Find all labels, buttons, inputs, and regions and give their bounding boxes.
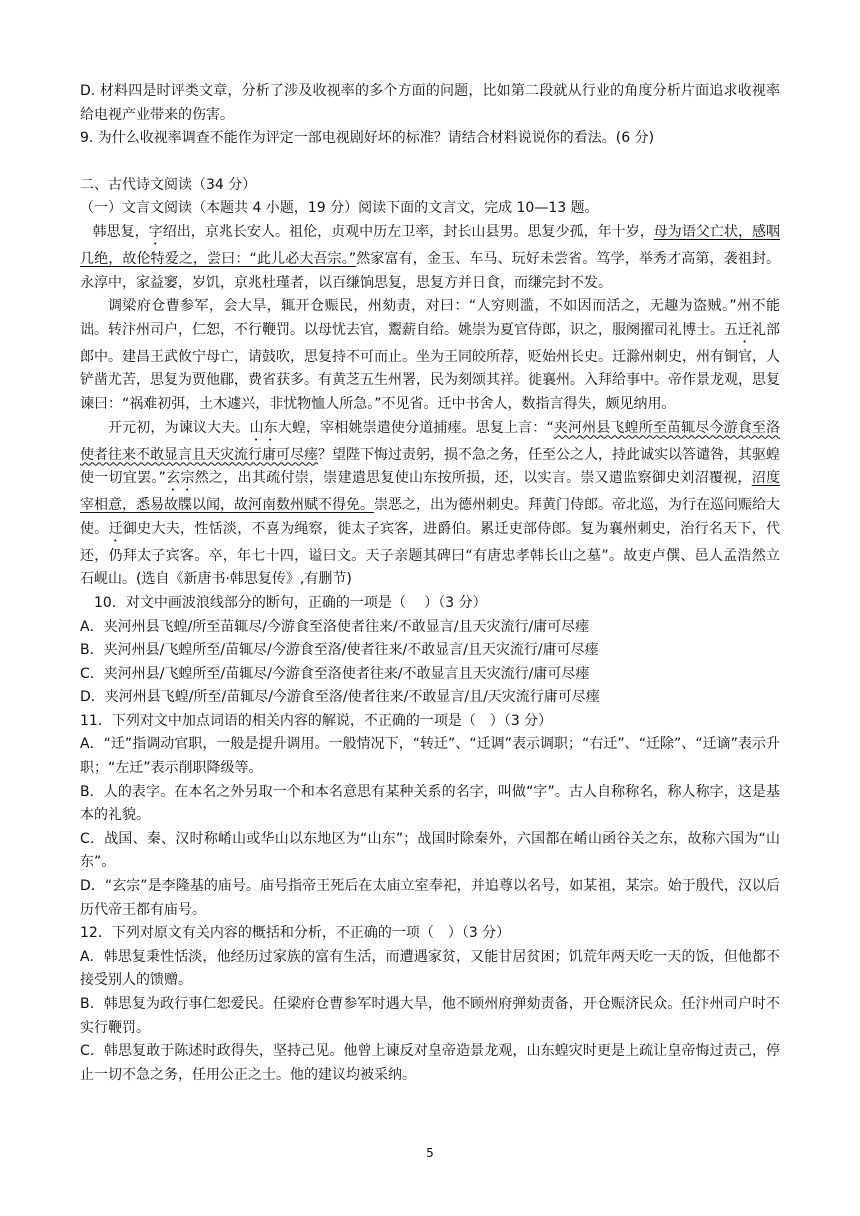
question-12-stem: 12．下列对原文有关内容的概括和分析，不正确的一项（ ）（3 分） [80, 925, 511, 942]
q12-option-a: A．韩思复秉性恬淡，他经历过家族的富有生活，而遭遇家贫，又能甘居贫困；饥荒年两天吃一天的饭，但他都不接受别人的馈赠。 [80, 948, 780, 989]
q10-option-c: C．夹河州县/飞蝗所至/苗辄尽/今游食至洛使者往来/不敢显言且天灾流行/庸可尽瘗 [80, 665, 590, 682]
q11-option-b: B．人的表字。在本名之外另取一个和本名意思有某种关系的名字，叫做“字”。古人自称称名，称人称字，这是基本的礼貌。 [80, 783, 780, 824]
page-number: 5 [426, 1146, 434, 1160]
q12-option-c: C．韩思复敢于陈述时政得失，坚持己见。他曾上谏反对皇帝造景龙观，山东蝗灾时更是上疏让皇帝悔过责己，停止一切不急之务，任用公正之士。他的建议均被采纳。 [80, 1043, 780, 1083]
section-subtitle: （一）文言文阅读（本题共 4 小题，19 分）阅读下面的文言文，完成 10—13 题。 [80, 200, 599, 217]
question-9: 9. 为什么收视率调查不能作为评定一部电视剧好坏的标准？请结合材料说说你的看法。(6 分) [80, 130, 655, 147]
q10-option-d: D．夹河州县飞蝗/所至/苗辄尽/今游食至洛/使者往来/不敢显言/且/天灾流行庸可尽瘗 [80, 689, 600, 706]
dotted-word-xuanzong: 玄宗 [165, 470, 195, 487]
question-10-stem: 10．对文中画波浪线部分的断句，正确的一项是（ ）（3 分） [94, 594, 487, 611]
section-title: 二、古代诗文阅读（34 分） [80, 176, 257, 193]
underlined-sentence-1: 母为语父亡状，感咽几绝，故伦特爱之，尝曰：“此儿必大吾宗。” [80, 223, 781, 267]
q8-option-d: D. 材料四是时评类文章，分析了涉及收视率的多个方面的问题，比如第二段就从行业的角度分析片面追求收视率给电视产业带来的伤害。 [80, 83, 780, 123]
passage-paragraph-3: 开元初，为谏议大夫。山东大蝗，宰相姚崇遣使分道捕瘗。思复上言：“夹河州县飞蝗所至苗辄尽今游食至洛使者往来不敢显言且天灾流行庸可尽瘗？望陛下悔过责躬，损不急之务，任至公之人，持此诚实以答谴咎，其驱蝗使一切宜罢。”玄宗然之，出其疏付崇，崇建遣思复使山东按所损，还，以实言。崇又遣监察御史刘沼覆视，沼度宰相意，悉易故牒以闻，故河南数州赋不得免。崇恶之，出为德州刺史。拜黄门侍郎。帝北巡，为行在巡问赈给大使。迁御史大夫，性恬淡，不喜为绳察，徙太子宾客，进爵伯。累迁吏部侍郎。复为襄州刺史，治行名天下，代还，仍拜太子宾客。卒，年七十四，谥曰文。天子亲题其碑曰“有唐忠孝韩长山之墓”。故吏卢僎、邑人孟浩然立石岘山。(选自《新唐书·韩思复传》,有删节) [80, 419, 781, 588]
dotted-word-qian: 迁 [738, 321, 752, 338]
dotted-word-zi: 字 [148, 223, 163, 240]
dotted-word-shandong: 山东 [249, 419, 278, 436]
passage-paragraph-2: 调梁府仓曹参军，会大旱，辄开仓赈民，州劾责，对曰：“人穷则滥，不如因而活之，无趣为盗贼。”州不能诎。转汴州司户，仁恕，不行鞭罚。以母忧去官，鬻薪自给。姚崇为夏官侍郎，识之，服阕擢司礼博士。五迁礼部郎中。建昌王武攸宁母亡，请鼓吹，思复持不可而止。坐为王同皎所荐，贬始州长史。迁滁州刺史，州有铜官，人铲凿尤苦，思复为贾他郿，费省获多。有黄芝五生州署，民为刻颂其祥。徙襄州。入拜给事中。帝作景龙观，思复谏曰：“祸难初弭，土木遽兴，非忧物恤人所急。”不见省。迁中书舍人，数指言得失，颇见纳用。 [80, 298, 780, 412]
underlined-sentence-2: 沼度宰相意，悉易故牒以闻，故河南数州赋不得免。 [80, 470, 780, 514]
passage-paragraph-1: 韩思复，字绍出，京兆长安人。祖伦，贞观中历左卫率，封长山县男。思复少孤，年十岁，母为语父亡状，感咽几绝，故伦特爱之，尝曰：“此儿必大吾宗。”然家富有，金玉、车马、玩好未尝省。笃学，举秀才高第，袭祖封。永淳中，家益窭，岁饥，京兆杜瑾者，以百缣饷思复，思复方并日食，而缣完封不发。 [80, 223, 781, 291]
q11-option-c: C．战国、秦、汉时称崤山或华山以东地区为“山东”；战国时除秦外，六国都在崤山函谷关之东，故称六国为“山东”。 [80, 830, 780, 871]
wavy-underlined-sentence: 夹河州县飞蝗所至苗辄尽今游食至洛使者往来不敢显言且天灾流行庸可尽瘗 [80, 419, 781, 463]
q11-option-a: A．“迁”指调动官职，一般是提升调用。一般情况下，“转迁”、“迁调”表示调职；“右迁”、“迁除”、“迁谪”表示升职；“左迁”表示削职降级等。 [80, 736, 780, 777]
q11-option-d: D．“玄宗”是李隆基的庙号。庙号指帝王死后在太庙立室奉祀，并追尊以名号，如某祖，某宗。始于殷代，汉以后历代帝王都有庙号。 [80, 878, 780, 918]
dotted-word-qian-2: 迁 [108, 520, 123, 537]
q10-option-b: B．夹河州县/飞蝗所至/苗辄尽/今游食至洛/使者往来/不敢显言/且天灾流行/庸可尽瘗 [80, 642, 599, 659]
document-page [80, 80, 780, 1087]
question-11-stem: 11．下列对文中加点词语的相关内容的解说，不正确的一项是（ ）（3 分） [80, 712, 553, 729]
q10-option-a: A．夹河州县飞蝗/所至苗辄尽/今游食至洛使者往来/不敢显言/且天灾流行/庸可尽瘗 [80, 618, 590, 635]
q12-option-b: B．韩思复为政行事仁恕爱民。任梁府仓曹参军时遇大旱，他不顾州府弹劾责备，开仓赈济民众。任汴州司户时不实行鞭罚。 [80, 996, 780, 1036]
